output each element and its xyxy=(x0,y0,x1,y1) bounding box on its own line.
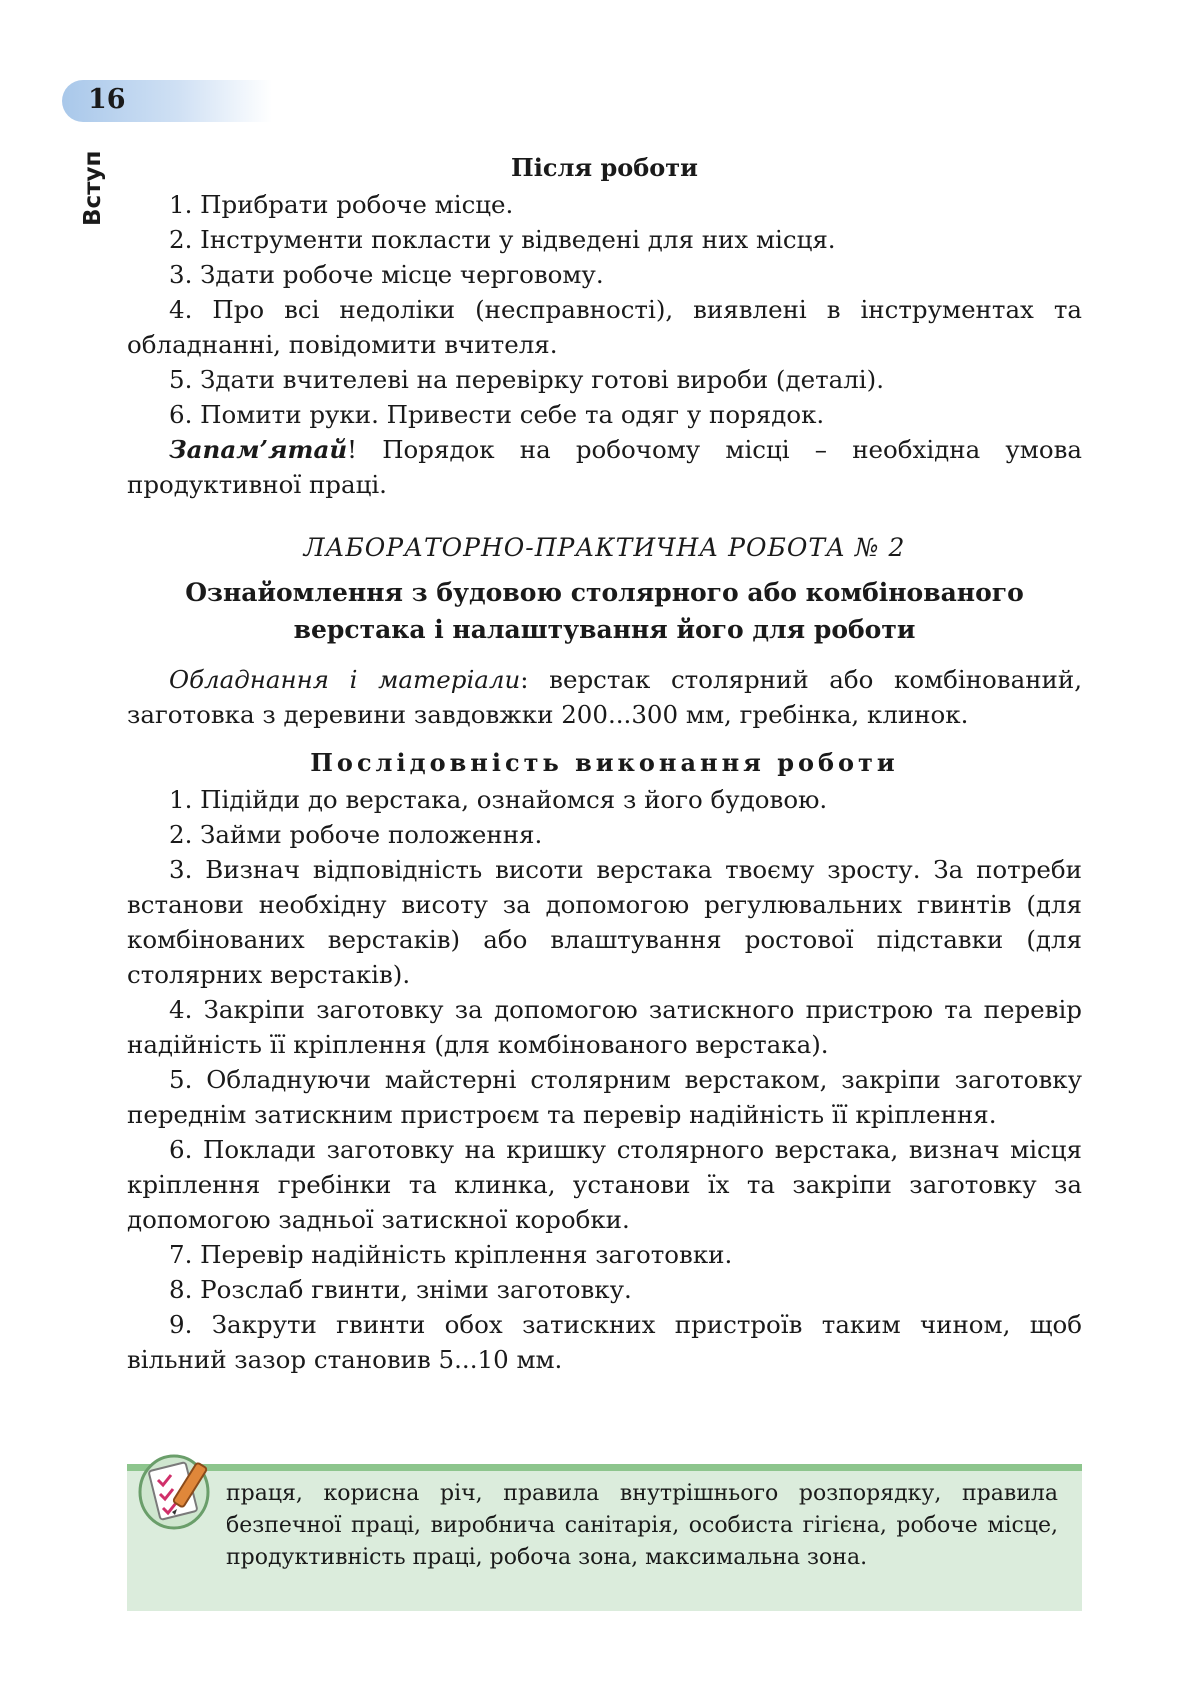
equipment-paragraph xyxy=(127,662,1082,732)
step-item: 2. Займи робоче положення. xyxy=(169,820,543,849)
after-work-item: 1. Прибрати робоче місце. xyxy=(169,190,514,219)
after-work-item: 4. Про всі недоліки (несправності), виявлені в інструментах та обладнанні, повідомити вчителя. xyxy=(127,295,1082,359)
step-item: 3. Визнач відповідність висоти верстака твоєму зросту. За потреби встанови необхідну висоту за допомогою регулювальних гвинтів (для комбінованих верстаків) або влаштування ростової підставки (для столярних верстаків). xyxy=(127,855,1082,989)
key-terms-text: праця, корисна річ, правила внутрішнього розпорядку, правила безпечної праці, виробнича санітарія, особиста гігієна, робоче місце, продуктивність праці, робоча зона, максимальна зона. xyxy=(226,1481,1058,1570)
after-work-item: 5. Здати вчителеві на перевірку готові вироби (деталі). xyxy=(169,365,884,394)
after-work-title: Після роботи xyxy=(511,153,698,182)
step-item: 9. Закрути гвинти обох затискних пристроїв таким чином, щоб вільний зазор становив 5...10 мм. xyxy=(127,1310,1082,1374)
section-label: Вступ xyxy=(80,150,106,226)
sequence-title: Послідовність виконання роботи xyxy=(310,748,899,777)
after-work-item: 6. Помити руки. Привести себе та одяг у порядок. xyxy=(169,400,825,429)
remember-note xyxy=(127,432,1082,502)
notepad-checklist-icon xyxy=(132,1446,222,1536)
step-item: 4. Закріпи заготовку за допомогою затискного пристрою та перевір надійність її кріплення (для комбінованого верстака). xyxy=(127,995,1082,1059)
lab-subtitle-line: Ознайомлення з будовою столярного або комбінованого xyxy=(185,578,1024,607)
equipment-text: : верстак столярний або комбінований, заготовка з деревини завдовжки 200...300 мм, гребінка, клинок. xyxy=(127,665,1082,729)
lab-work-subtitle xyxy=(127,574,1082,648)
step-item: 8. Розслаб гвинти, зніми заготовку. xyxy=(169,1275,632,1304)
page-content xyxy=(127,151,1082,1377)
page-number: 16 xyxy=(88,84,126,115)
lab-work-title: ЛАБОРАТОРНО-ПРАКТИЧНА РОБОТА № 2 xyxy=(303,533,906,562)
lab-subtitle-line: верстака і налаштування його для роботи xyxy=(293,615,916,644)
remember-text: ! Порядок на робочому місці – необхідна умова продуктивної праці. xyxy=(127,435,1082,499)
equipment-label: Обладнання і матеріали xyxy=(169,665,521,694)
remember-label: Запам’ятай xyxy=(169,435,348,464)
after-work-item: 2. Інструменти покласти у відведені для них місця. xyxy=(169,225,836,254)
step-item: 7. Перевір надійність кріплення заготовки. xyxy=(169,1240,733,1269)
step-item: 5. Обладнуючи майстерні столярним верстаком, закріпи заготовку переднім затискним пристроєм та перевір надійність її кріплення. xyxy=(127,1065,1082,1129)
step-item: 1. Підійди до верстака, ознайомся з його будовою. xyxy=(169,785,828,814)
step-item: 6. Поклади заготовку на кришку столярного верстака, визнач місця кріплення гребінки та клинка, установи їх та закріпи заготовку за допомогою задньої затискної коробки. xyxy=(127,1135,1082,1234)
after-work-item: 3. Здати робоче місце черговому. xyxy=(169,260,604,289)
